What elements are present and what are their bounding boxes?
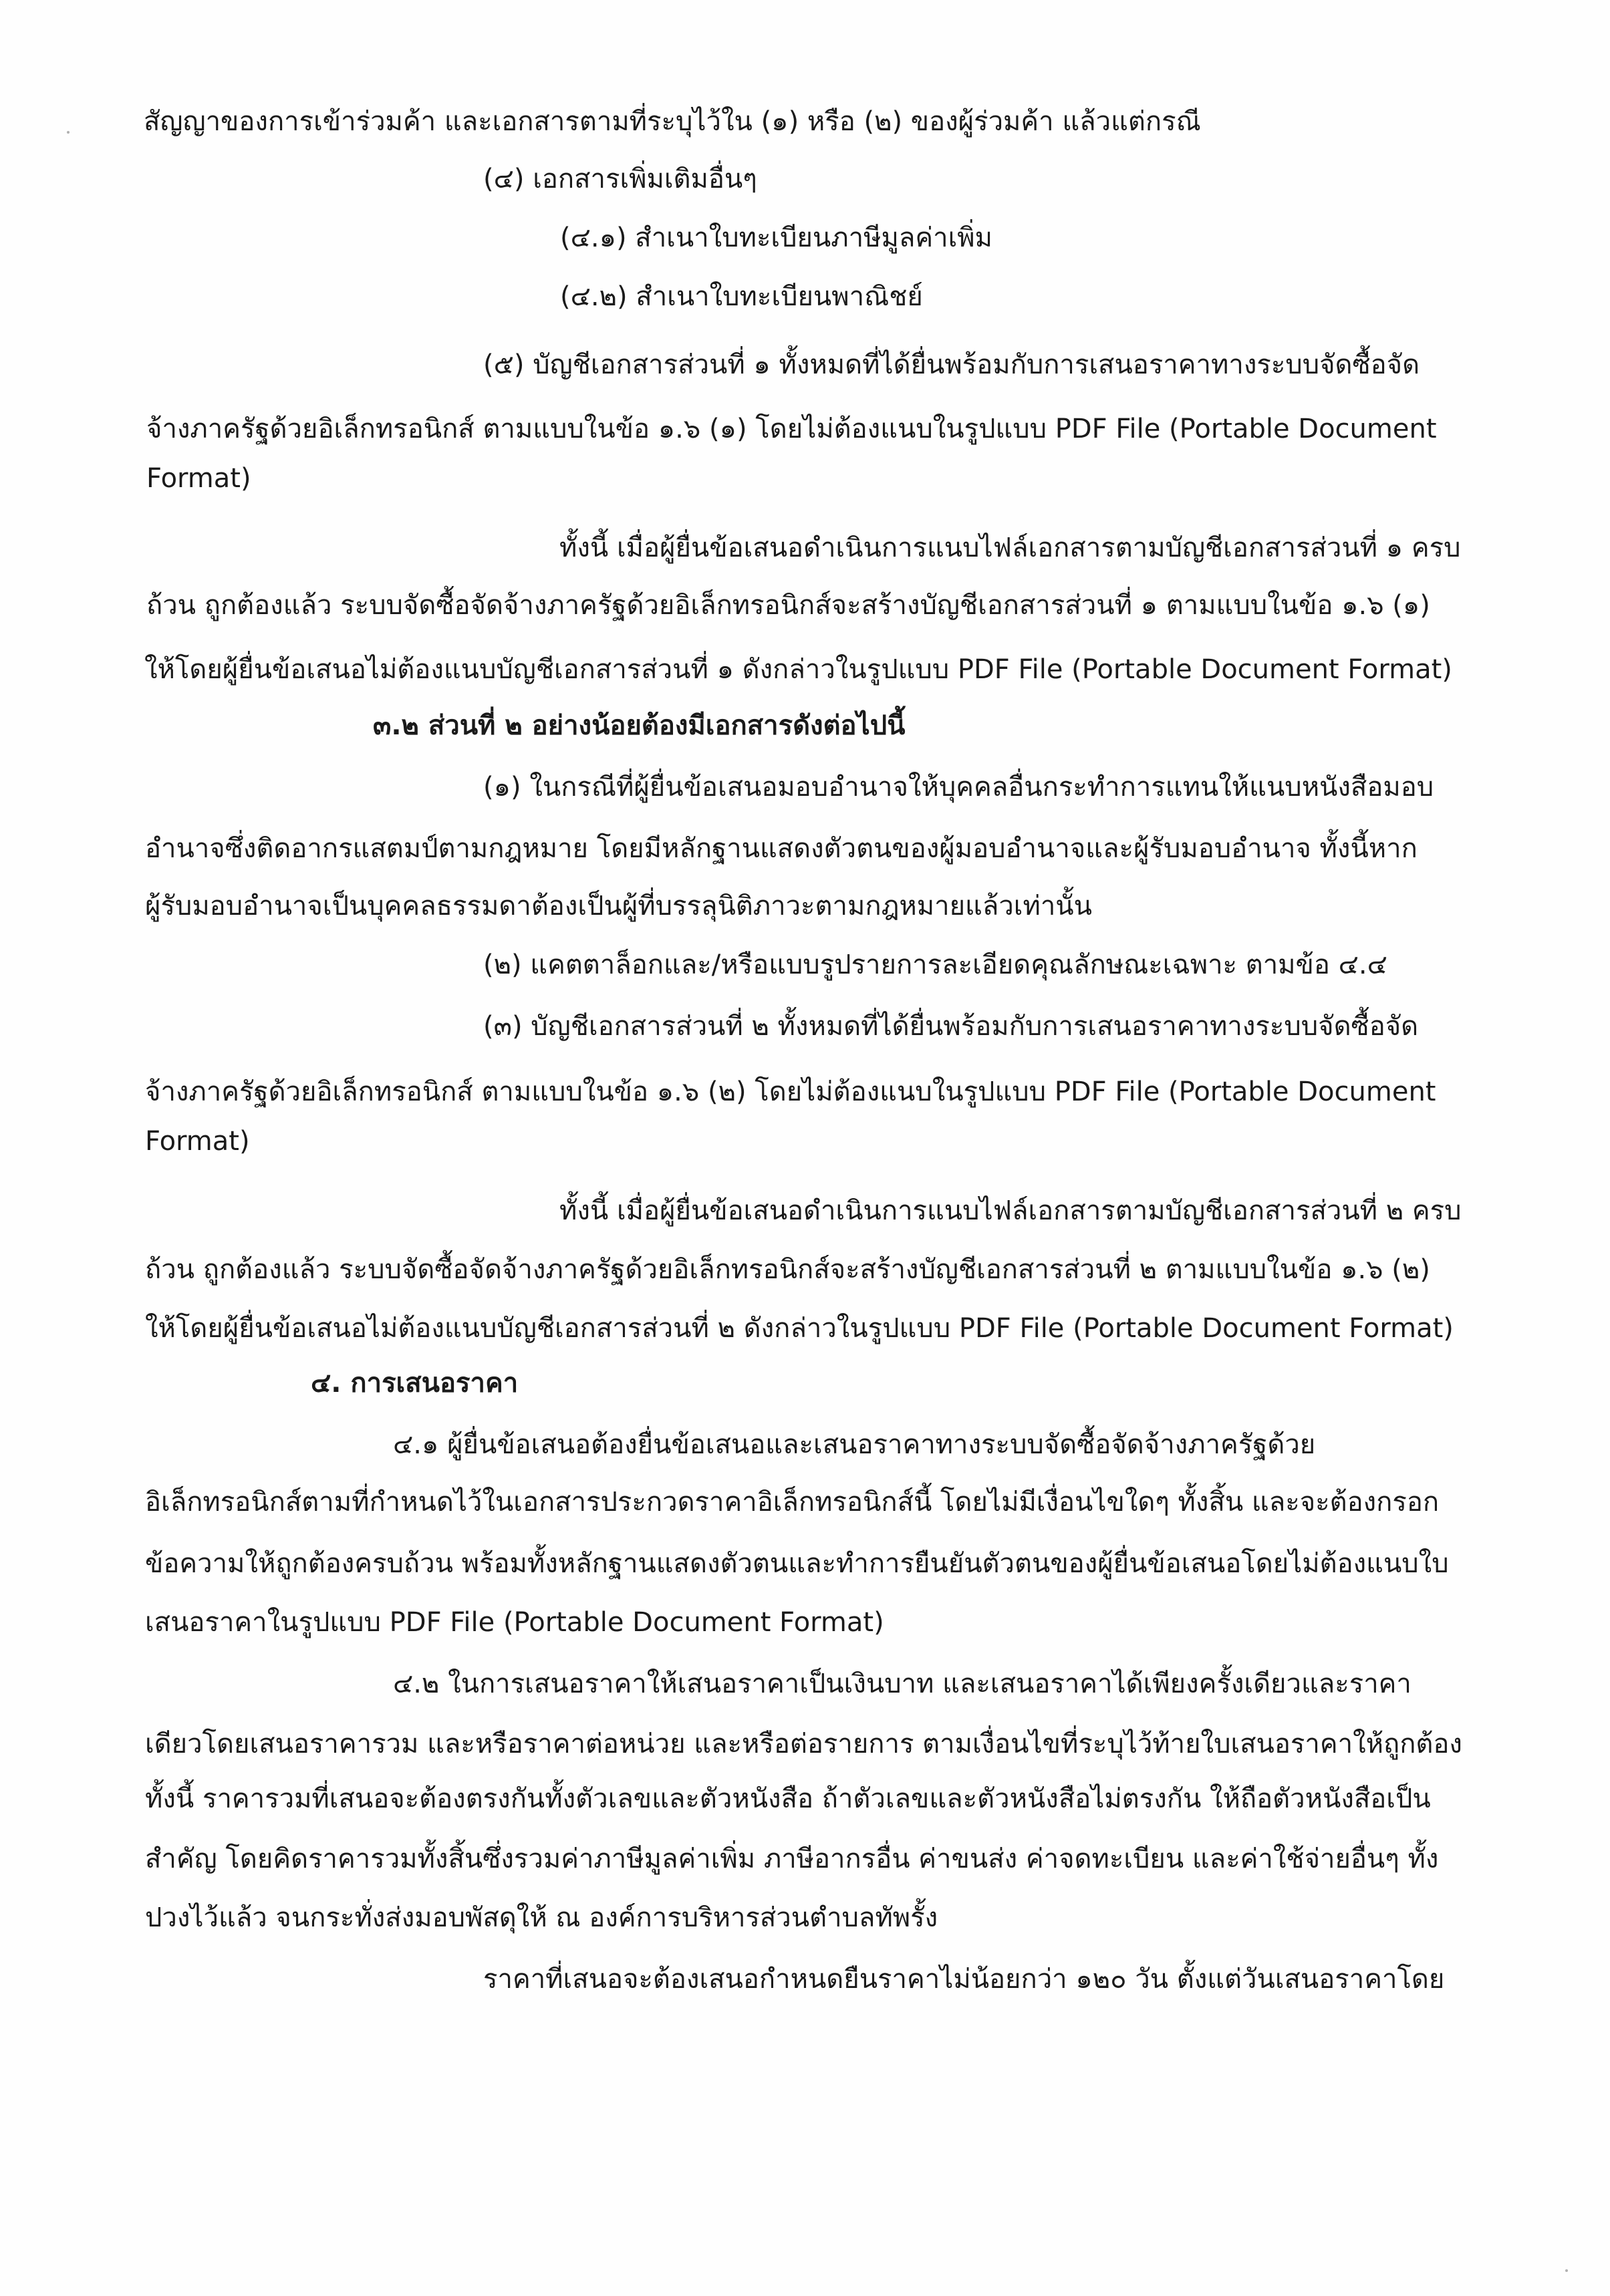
part2-item-3: (๓) บัญชีเอกสารส่วนที่ ๒ ทั้งหมดที่ได้ยื่นพร้อมกับการเสนอราคาทางระบบจัดซื้อจัด [483,1011,1419,1042]
item-4-1: (๔.๑) สำเนาใบทะเบียนภาษีมูลค่าเพิ่ม [560,223,992,253]
paragraph-line: ข้อความให้ถูกต้องครบถ้วน พร้อมทั้งหลักฐานแสดงตัวตนและทำการยืนยันตัวตนของผู้ยื่นข้อเสนอโดยไม่ต้องแนบใบ [145,1548,1449,1579]
scan-speck [1565,2269,1568,2272]
paragraph-line: เดียวโดยเสนอราคารวม และหรือราคาต่อหน่วย และหรือต่อรายการ ตามเงื่อนไขที่ระบุไว้ท้ายใบเสนอราคาให้ถูกต้อง [145,1729,1462,1759]
paragraph-line: สำคัญ โดยคิดราคารวมทั้งสิ้นซึ่งรวมค่าภาษีมูลค่าเพิ่ม ภาษีอากรอื่น ค่าขนส่ง ค่าจดทะเบียน และค่าใช้จ่ายอื่นๆ ทั้ง [145,1844,1439,1874]
paragraph-line: ถ้วน ถูกต้องแล้ว ระบบจัดซื้อจัดจ้างภาครัฐด้วยอิเล็กทรอนิกส์จะสร้างบัญชีเอกสารส่วนที่ ๒ ตามแบบในข้อ ๑.๖ (๒) [145,1254,1430,1285]
clause-4-2: ๔.๒ ในการเสนอราคาให้เสนอราคาเป็นเงินบาท และเสนอราคาได้เพียงครั้งเดียวและราคา [393,1669,1412,1699]
item-4-heading: (๔) เอกสารเพิ่มเติมอื่นๆ [483,164,757,194]
paragraph-line: Format) [145,1126,250,1157]
paragraph-line: Format) [146,463,251,494]
paragraph-line: ให้โดยผู้ยื่นข้อเสนอไม่ต้องแนบบัญชีเอกสารส่วนที่ ๒ ดังกล่าวในรูปแบบ PDF File (Portable Document Format) [145,1313,1454,1344]
item-4-2: (๔.๒) สำเนาใบทะเบียนพาณิชย์ [560,281,923,312]
paragraph-line: ราคาที่เสนอจะต้องเสนอกำหนดยืนราคาไม่น้อยกว่า ๑๒๐ วัน ตั้งแต่วันเสนอราคาโดย [483,1964,1445,1995]
part2-item-1: (๑) ในกรณีที่ผู้ยื่นข้อเสนอมอบอำนาจให้บุคคลอื่นกระทำการแทนให้แนบหนังสือมอบ [483,772,1434,803]
clause-4-1: ๔.๑ ผู้ยื่นข้อเสนอต้องยื่นข้อเสนอและเสนอราคาทางระบบจัดซื้อจัดจ้างภาครัฐด้วย [393,1429,1316,1460]
paragraph-line: สัญญาของการเข้าร่วมค้า และเอกสารตามที่ระบุไว้ใน (๑) หรือ (๒) ของผู้ร่วมค้า แล้วแต่กรณี [144,106,1201,137]
paragraph-line: ทั้งนี้ เมื่อผู้ยื่นข้อเสนอดำเนินการแนบไฟล์เอกสารตามบัญชีเอกสารส่วนที่ ๒ ครบ [559,1195,1462,1226]
part2-item-2: (๒) แคตตาล็อกและ/หรือแบบรูปรายการละเอียดคุณลักษณะเฉพาะ ตามข้อ ๔.๔ [483,950,1387,980]
paragraph-line: ปวงไว้แล้ว จนกระทั่งส่งมอบพัสดุให้ ณ องค์การบริหารส่วนตำบลทัพรั้ง [145,1902,938,1933]
paragraph-line: อำนาจซึ่งติดอากรแสตมป์ตามกฎหมาย โดยมีหลักฐานแสดงตัวตนของผู้มอบอำนาจและผู้รับมอบอำนาจ ทั้งนี้หาก [145,833,1418,864]
paragraph-line: ทั้งนี้ ราคารวมที่เสนอจะต้องตรงกันทั้งตัวเลขและตัวหนังสือ ถ้าตัวเลขและตัวหนังสือไม่ตรงกัน ให้ถือตัวหนังสือเป็น [145,1783,1431,1814]
paragraph-line: ถ้วน ถูกต้องแล้ว ระบบจัดซื้อจัดจ้างภาครัฐด้วยอิเล็กทรอนิกส์จะสร้างบัญชีเอกสารส่วนที่ ๑ ตามแบบในข้อ ๑.๖ (๑) [146,590,1430,621]
item-5-heading: (๕) บัญชีเอกสารส่วนที่ ๑ ทั้งหมดที่ได้ยื่นพร้อมกับการเสนอราคาทางระบบจัดซื้อจัด [483,349,1420,380]
paragraph-line: จ้างภาครัฐด้วยอิเล็กทรอนิกส์ ตามแบบในข้อ ๑.๖ (๑) โดยไม่ต้องแนบในรูปแบบ PDF File (Portable Document [146,414,1437,444]
section-3-2-heading: ๓.๒ ส่วนที่ ๒ อย่างน้อยต้องมีเอกสารดังต่อไปนี้ [373,710,906,741]
paragraph-line: ผู้รับมอบอำนาจเป็นบุคคลธรรมดาต้องเป็นผู้ที่บรรลุนิติภาวะตามกฎหมายแล้วเท่านั้น [145,891,1092,921]
scan-speck [67,131,70,134]
paragraph-line: ทั้งนี้ เมื่อผู้ยื่นข้อเสนอดำเนินการแนบไฟล์เอกสารตามบัญชีเอกสารส่วนที่ ๑ ครบ [559,533,1461,563]
paragraph-line: เสนอราคาในรูปแบบ PDF File (Portable Document Format) [145,1607,884,1638]
paragraph-line: ให้โดยผู้ยื่นข้อเสนอไม่ต้องแนบบัญชีเอกสารส่วนที่ ๑ ดังกล่าวในรูปแบบ PDF File (Portable Document Format) [144,654,1452,685]
section-4-heading: ๔. การเสนอราคา [311,1368,519,1399]
paragraph-line: จ้างภาครัฐด้วยอิเล็กทรอนิกส์ ตามแบบในข้อ ๑.๖ (๒) โดยไม่ต้องแนบในรูปแบบ PDF File (Portable Document [145,1077,1436,1107]
paragraph-line: อิเล็กทรอนิกส์ตามที่กำหนดไว้ในเอกสารประกวดราคาอิเล็กทรอนิกส์นี้ โดยไม่มีเงื่อนไขใดๆ ทั้งสิ้น และจะต้องกรอก [145,1487,1440,1518]
